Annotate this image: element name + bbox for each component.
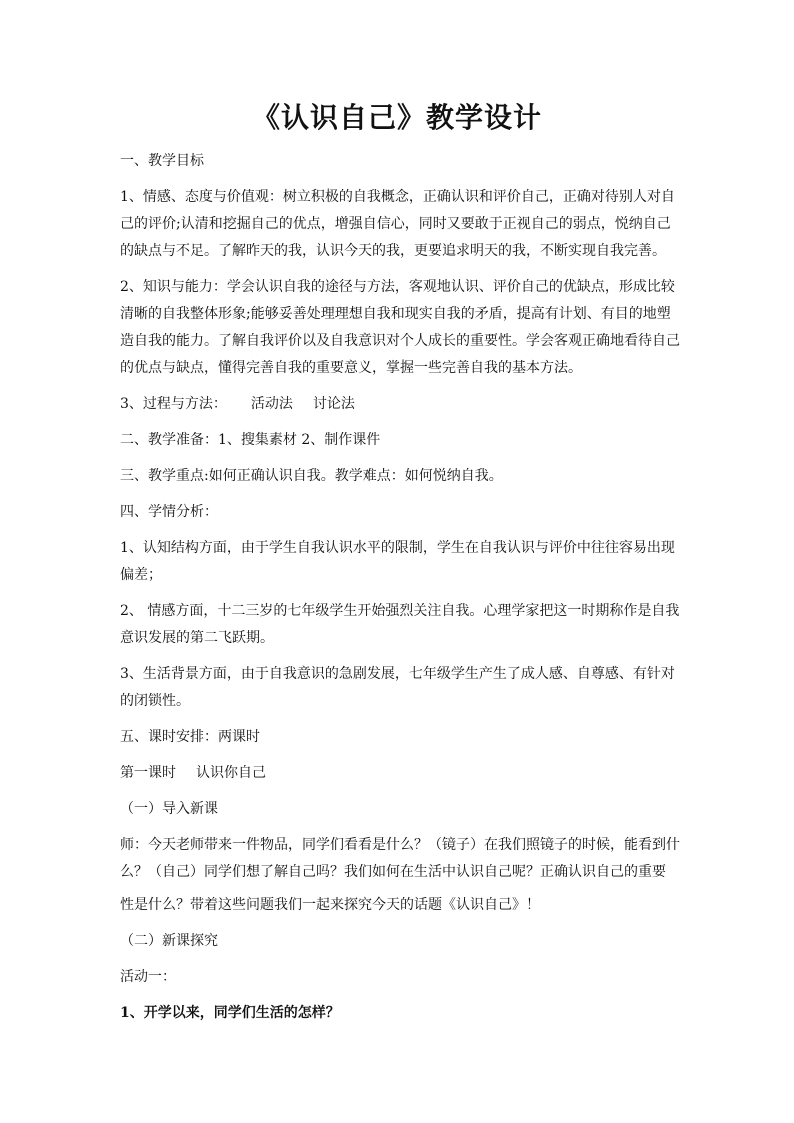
document-title: 《认识自己》教学设计 bbox=[251, 101, 542, 134]
paragraph-teacher-intro-cont: 性是什么？带着这些问题我们一起来探究今天的话题《认识自己》！ bbox=[120, 897, 540, 913]
paragraph-emotion-goals: 1、情感、态度与价值观：树立积极的自我概念，正确认识和评价自己，正确对待别人对自己的评价;认清和挖掘自己的优点，增强自信心，同时又要敢于正视自己的弱点，悦纳自己的缺点与不足。了解昨天的我，认识今天的我，更要追求明天的我，不断实现自我完善。 bbox=[120, 189, 675, 259]
activity-label: 活动一： bbox=[120, 969, 176, 985]
document-body bbox=[120, 148, 680, 1036]
lesson-topic: 认识你自己 bbox=[196, 765, 266, 781]
paragraph-schedule: 五、课时安排：两课时 bbox=[120, 729, 260, 745]
subheading-exploration: （二）新课探究 bbox=[120, 933, 218, 949]
subheading-introduction: （一）导入新课 bbox=[120, 801, 218, 817]
paragraph-lesson-1 bbox=[120, 760, 680, 787]
paragraph-analysis-2: 2、 情感方面，十二三岁的七年级学生开始强烈关注自我。心理学家把这一时期称作是自我意识发展的第二飞跃期。 bbox=[120, 603, 680, 646]
paragraph-analysis-3: 3、生活背景方面，由于自我意识的急剧发展，七年级学生产生了成人感、自尊感、有针对的闭锁性。 bbox=[120, 666, 675, 709]
section-heading-analysis: 四、学情分析： bbox=[120, 504, 218, 520]
paragraph-knowledge-goals: 2、知识与能力：学会认识自我的途径与方法，客观地认识、评价自己的优缺点，形成比较清晰的自我整体形象;能够妥善处理理想自我和现实自我的矛盾，提高有计划、有目的地塑造自我的能力。了解自我评价以及自我意识对个人成长的重要性。学会客观正确地看待自己的优点与缺点，懂得完善自我的重要意义，掌握一些完善自我的基本方法。 bbox=[120, 279, 680, 376]
section-heading-objectives: 一、教学目标 bbox=[120, 153, 204, 169]
paragraph-methods bbox=[120, 391, 680, 418]
question-bold: 1、开学以来，同学们生活的怎样？ bbox=[120, 1005, 340, 1021]
lesson-label: 第一课时 bbox=[120, 765, 176, 781]
paragraph-preparation: 二、教学准备：1、搜集素材 2、制作课件 bbox=[120, 432, 381, 448]
paragraph-key-points: 三、教学重点:如何正确认识自我。教学难点：如何悦纳自我。 bbox=[120, 468, 503, 484]
paragraph-analysis-1: 1、认知结构方面，由于学生自我认识水平的限制，学生在自我认识与评价中往往容易出现偏差； bbox=[120, 540, 675, 583]
methods-label: 3、过程与方法： bbox=[120, 396, 227, 412]
method-discussion: 讨论法 bbox=[312, 396, 355, 412]
method-activity: 活动法 bbox=[250, 396, 293, 412]
paragraph-teacher-intro: 师：今天老师带来一件物品，同学们看看是什么？（镜子）在我们照镜子的时候，能看到什么？（自己）同学们想了解自己吗？我们如何在生活中认识自己呢？正确认识自己的重要 bbox=[120, 837, 680, 880]
